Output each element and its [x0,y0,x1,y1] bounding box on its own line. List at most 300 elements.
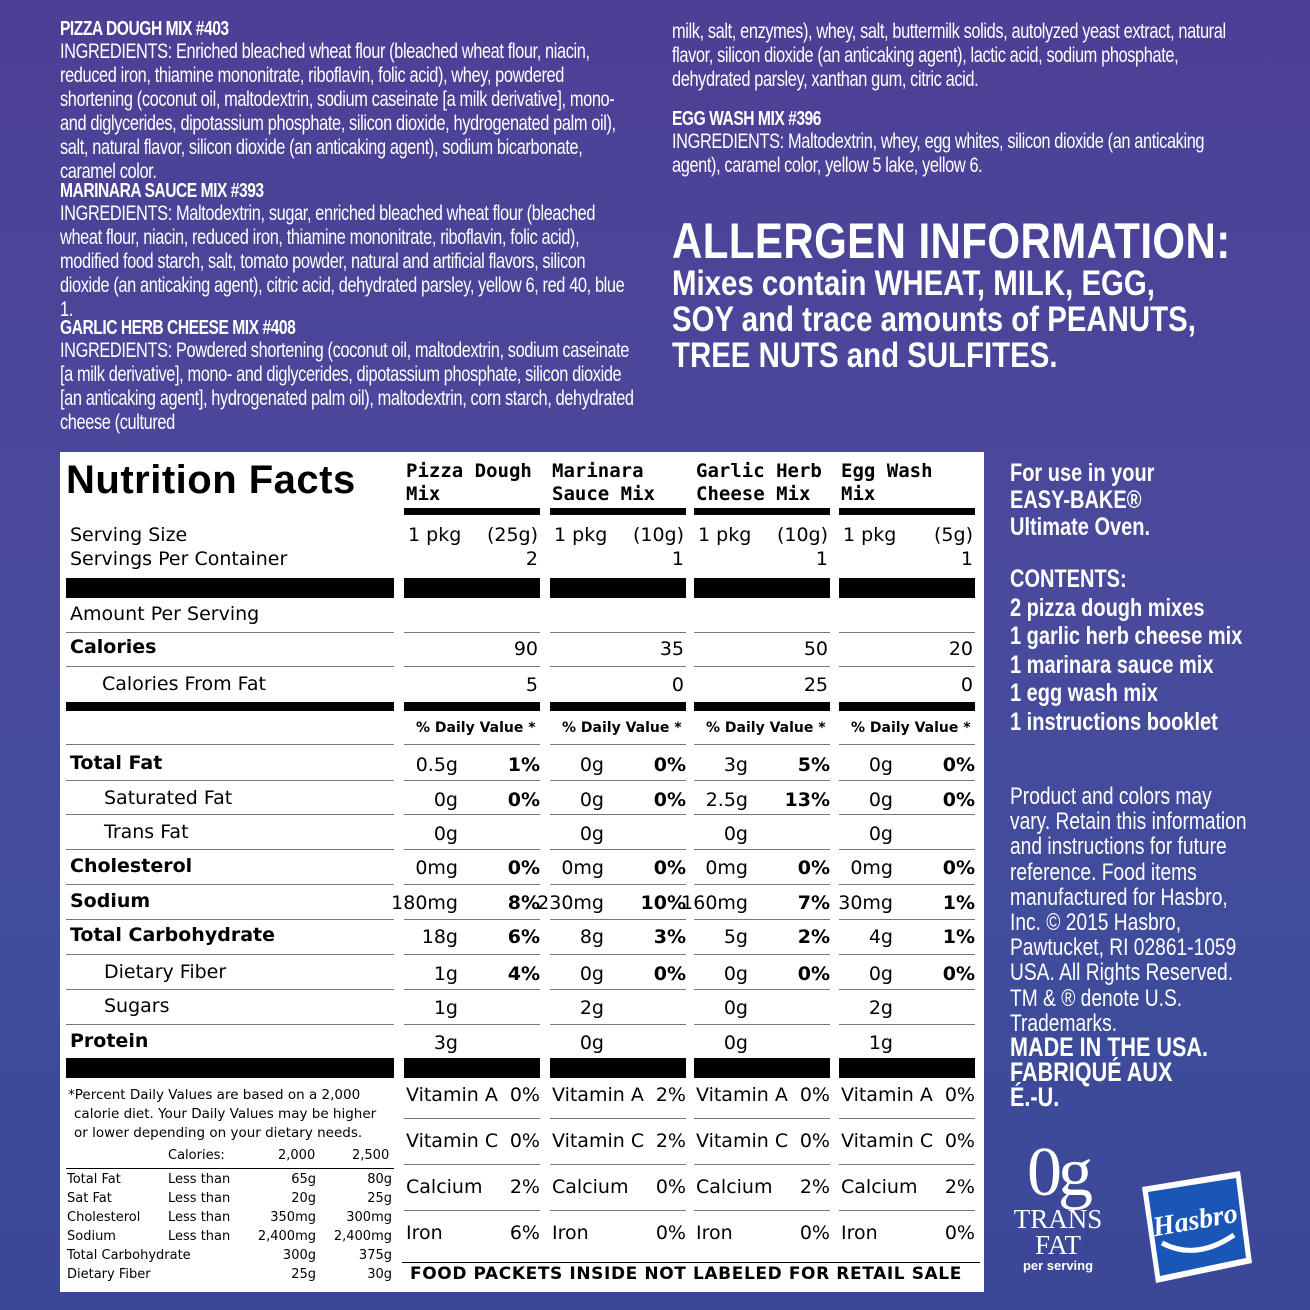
calories-value: 20 [948,638,973,660]
rule [839,849,975,850]
nutrition-title: Nutrition Facts [66,458,356,502]
made-in-line: É.-U. [1010,1082,1060,1112]
contents-item: 1 marinara sauce mix [1010,650,1214,679]
footer-value-b: 30g [367,1267,392,1282]
label-total-carbohydrate: Total Carbohydrate [70,924,275,946]
footer-value-a: 65g [291,1172,316,1187]
rule [694,632,830,633]
nutrition-facts-panel [60,452,984,1292]
hasbro-logo [1132,1165,1260,1287]
rule [404,1024,540,1025]
label-sugars: Sugars [104,995,170,1017]
allergen-line: TREE NUTS and SULFITES. [672,336,1058,375]
nutrient-amount: 18g [421,926,458,948]
nutrient-amount: 0g [579,963,604,985]
nutrient-amount: 3g [433,1032,458,1054]
mix-title: PIZZA DOUGH MIX #403 [60,18,229,40]
use-line: EASY-BAKE® [1010,486,1142,514]
calories-from-fat-value: 0 [671,674,684,696]
rule [550,954,686,955]
rule [404,919,540,920]
vitamin-label: Vitamin C [696,1130,789,1152]
allergen-line: Mixes contain WHEAT, MILK, EGG, [672,264,1155,303]
nutrient-amount: 0mg [850,857,893,879]
allergen-body [672,266,1252,374]
nutrient-daily-value: 6% [507,926,540,948]
thick-rule [839,578,975,598]
vitamin-label: Iron [841,1222,878,1244]
rule [550,632,686,633]
vitamin-value: 0% [944,1084,975,1106]
vitamin-value: 2% [509,1176,540,1198]
nutrient-amount: 4g [868,926,893,948]
vitamin-label: Iron [406,1222,443,1244]
rule [694,814,830,815]
mix-ingredients: milk, salt, enzymes), whey, salt, buttermilk solids, autolyzed yeast extract, natural flavor, silicon dioxide (an anticaking agent), lactic acid, sodium phosphate, dehydrated parsley, xanthan gum, citric acid. [672,20,1226,91]
nutrient-daily-value: 0% [797,857,830,879]
vitamin-value: 0% [655,1176,686,1198]
nutrient-daily-value: 0% [942,789,975,811]
footer-value-a: 2,400mg [257,1229,316,1244]
daily-value-header: % Daily Value * [416,720,536,736]
nutrient-amount: 30mg [838,892,893,914]
rule [66,780,394,781]
nutrient-amount: 0g [868,754,893,776]
disclaimer-line: manufactured for Hasbro, [1010,883,1228,911]
rule [66,744,394,745]
rule [839,1118,975,1119]
nutrient-amount: 2g [579,997,604,1019]
thick-rule [66,578,394,598]
column-heading-line2: Sauce Mix [552,483,655,505]
nutrient-daily-value: 1% [942,926,975,948]
nutrition-column [537,452,688,1292]
rule [404,666,540,667]
nutrient-daily-value: 4% [507,963,540,985]
nutrient-amount: 0mg [415,857,458,879]
vitamin-label: Vitamin A [552,1084,644,1106]
vitamin-value: 0% [944,1130,975,1152]
vitamin-label: Vitamin A [406,1084,498,1106]
column-heading-line1: Marinara [552,460,644,482]
rule [839,884,975,885]
contents-item: 1 garlic herb cheese mix [1010,622,1243,650]
use-line: For use in your [1010,459,1155,487]
rule [839,632,975,633]
nutrient-amount: 1g [433,997,458,1019]
nutrient-amount: 0g [433,823,458,845]
nutrient-daily-value: 0% [653,789,686,811]
label-trans-fat: Trans Fat [104,821,189,843]
vitamin-label: Vitamin C [552,1130,645,1152]
thick-rule [66,1058,394,1078]
nutrient-daily-value: 2% [797,926,830,948]
vitamin-label: Calcium [841,1176,918,1198]
rule [839,919,975,920]
nutrient-amount: 2.5g [705,789,748,811]
serving-pkg: 1 pkg [843,524,897,546]
rule [66,884,394,885]
rule [66,849,394,850]
medium-rule [550,702,686,711]
contents-item: 1 instructions booklet [1010,707,1218,736]
rule [550,849,686,850]
rule [404,884,540,885]
calories-from-fat-value: 0 [960,674,973,696]
footer-nutrient: Dietary Fiber [67,1267,151,1282]
disclaimer-line: Trademarks. [1010,1009,1118,1037]
nutrient-amount: 0g [723,963,748,985]
rule [839,1210,975,1211]
rule [402,1262,980,1263]
rule [694,744,830,745]
column-rule [404,508,540,515]
nutrient-amount: 0g [723,1032,748,1054]
footnote-line: calorie diet. Your Daily Values may be higher [74,1106,377,1122]
footer-qualifier: Less than [168,1210,231,1225]
nutrient-daily-value: 0% [507,857,540,879]
footer-value-a: 20g [291,1191,316,1206]
disclaimer-line: USA. All Rights Reserved. [1010,959,1234,987]
nutrient-daily-value: 0% [653,963,686,985]
nutrient-amount: 0.5g [415,754,458,776]
column-heading-line2: Mix [841,483,876,505]
label-calories-from-fat: Calories From Fat [102,673,266,695]
trans-fat-word: TRANS [1013,1204,1103,1234]
rule [694,780,830,781]
nutrient-amount: 0g [868,823,893,845]
serving-grams: (5g) [934,524,973,546]
label-servings-per-container: Servings Per Container [70,548,288,570]
nutrient-daily-value: 8% [507,892,540,914]
footer-value-b: 80g [367,1172,392,1187]
column-heading-line1: Egg Wash [841,460,933,482]
vitamin-value: 2% [655,1130,686,1152]
rule [839,744,975,745]
column-heading-line1: Garlic Herb [696,460,822,482]
disclaimer-line: Pawtucket, RI 02861-1059 [1010,934,1237,962]
nutrient-amount: 8g [579,926,604,948]
nutrient-amount: 5g [723,926,748,948]
rule [404,954,540,955]
nutrient-daily-value: 0% [942,754,975,776]
column-rule [839,508,975,515]
column-heading-line1: Pizza Dough [406,460,532,482]
label-protein: Protein [70,1030,149,1052]
vitamin-label: Vitamin A [841,1084,933,1106]
rule [66,632,394,633]
nutrient-daily-value: 0% [653,754,686,776]
serving-grams: (25g) [486,524,538,546]
nutrition-column [681,452,832,1292]
footer-value-b: 2,400mg [333,1229,392,1244]
nutrient-amount: 180mg [391,892,458,914]
label-dietary-fiber: Dietary Fiber [104,961,227,983]
rule [839,1024,975,1025]
calories-from-fat-value: 25 [803,674,828,696]
nutrient-amount: 160mg [681,892,748,914]
footer-nutrient: Sodium [67,1229,116,1244]
serving-grams: (10g) [632,524,684,546]
rule [66,989,394,990]
mix-title: GARLIC HERB CHEESE MIX #408 [60,317,296,339]
nutrient-amount: 0mg [561,857,604,879]
serving-pkg: 1 pkg [408,524,462,546]
mix-ingredients: INGREDIENTS: Maltodextrin, whey, egg whites, silicon dioxide (an anticaking agent), caramel color, yellow 5 lake, yellow 6. [672,130,1205,177]
vitamin-label: Calcium [696,1176,773,1198]
disclaimer-line: reference. Food items [1010,858,1197,886]
rule [550,780,686,781]
footer-qualifier: Less than [168,1229,231,1244]
thick-rule [694,1058,830,1078]
rule [839,780,975,781]
nutrient-amount: 0g [579,1032,604,1054]
disclaimer-line: TM & ® denote U.S. [1010,984,1183,1012]
rule [404,632,540,633]
label-amount-per-serving: Amount Per Serving [70,603,260,625]
servings-count: 1 [815,548,828,570]
nutrient-daily-value: 1% [507,754,540,776]
servings-count: 1 [960,548,973,570]
nutrient-amount: 0g [579,754,604,776]
calories-value: 50 [803,638,828,660]
vitamin-label: Iron [696,1222,733,1244]
disclaimer [1010,784,1247,1036]
nutrition-column [837,452,977,1292]
vitamin-label: Iron [552,1222,589,1244]
column-rule [694,508,830,515]
serving-grams: (10g) [776,524,828,546]
nutrient-amount: 0g [868,963,893,985]
rule [66,1024,394,1025]
rule [404,1118,540,1119]
nutrient-daily-value: 13% [784,789,830,811]
contents-list [1010,565,1242,736]
rule [404,1164,540,1165]
rule [694,1210,830,1211]
vitamin-value: 2% [944,1176,975,1198]
fat-word: FAT [1034,1230,1081,1260]
mix-ingredients: INGREDIENTS: Enriched bleached wheat flour (bleached wheat flour, niacin, reduced iron, thiamine mononitrate, riboflavin, folic acid), whey, powdered shortening (coconut oil, maltodextrin, sodium caseinate [a milk derivative], mono- and diglycerides, dipotassium phosphate, silicon dioxide, hydrogenated palm oil), salt, natural flavor, silicon dioxide (an anticaking agent), sodium bicarbonate, caramel color. [60,40,616,183]
footnote-line: *Percent Daily Values are based on a 2,000 [68,1087,361,1103]
rule [550,884,686,885]
thick-rule [694,578,830,598]
rule [404,989,540,990]
footer-value-b: 25g [367,1191,392,1206]
footer-calories-a: 2,000 [278,1148,316,1163]
thick-rule [550,578,686,598]
retail-notice: FOOD PACKETS INSIDE NOT LABELED FOR RETAIL SALE [410,1264,962,1284]
rule [550,666,686,667]
vitamin-label: Calcium [552,1176,629,1198]
use-line: Ultimate Oven. [1010,513,1151,541]
disclaimer-line: vary. Retain this information [1010,808,1247,836]
footer-value-b: 375g [358,1248,392,1263]
disclaimer-line: Product and colors may [1010,783,1212,810]
label-total-fat: Total Fat [70,752,163,774]
vitamin-value: 0% [799,1084,830,1106]
nutrition-column [391,452,542,1292]
nutrient-amount: 0mg [705,857,748,879]
footer-value-a: 350mg [270,1210,316,1225]
use-note [1010,460,1154,541]
nutrient-amount: 0g [579,823,604,845]
medium-rule [839,702,975,711]
rule [839,666,975,667]
thick-rule [550,1058,686,1078]
daily-value-header: % Daily Value * [562,720,682,736]
footer-nutrient: Cholesterol [67,1210,141,1225]
medium-rule [694,702,830,711]
thick-rule [839,1058,975,1078]
nutrient-daily-value: 0% [942,857,975,879]
rule [839,989,975,990]
serving-pkg: 1 pkg [554,524,608,546]
vitamin-value: 2% [799,1176,830,1198]
made-in-line: MADE IN THE USA. [1010,1032,1209,1062]
rule [839,1164,975,1165]
vitamin-value: 2% [655,1084,686,1106]
rule [550,1164,686,1165]
nutrient-daily-value: 0% [507,789,540,811]
rule [550,744,686,745]
rule [66,919,394,920]
rule [694,1118,830,1119]
vitamin-value: 0% [509,1130,540,1152]
vitamin-value: 0% [655,1222,686,1244]
contents-item: 1 egg wash mix [1010,679,1158,707]
footer-value-b: 300mg [346,1210,392,1225]
calories-from-fat-value: 5 [525,674,538,696]
column-rule [550,508,686,515]
rule [404,1210,540,1211]
disclaimer-line: Inc. © 2015 Hasbro, [1010,909,1182,937]
rule [550,1210,686,1211]
vitamin-value: 0% [509,1084,540,1106]
footer-calories-b: 2,500 [352,1148,390,1163]
label-calories: Calories [70,636,157,658]
column-heading-line2: Mix [406,483,441,505]
ingredients-garlic-herb-cont [672,20,1310,92]
nutrient-amount: 1g [868,1032,893,1054]
label-serving-size: Serving Size [70,524,188,546]
nutrient-daily-value: 0% [942,963,975,985]
daily-value-header: % Daily Value * [851,720,971,736]
footer-nutrient: Total Fat [67,1172,121,1187]
rule [694,954,830,955]
nutrient-daily-value: 1% [942,892,975,914]
rule [550,1118,686,1119]
brand-text: Hasbro [1150,1197,1241,1244]
thick-rule [404,1058,540,1078]
footnote-line: or lower depending on your dietary needs. [74,1125,363,1141]
rule [550,919,686,920]
rule [694,919,830,920]
nutrient-amount: 3g [723,754,748,776]
vitamin-value: 0% [944,1222,975,1244]
rule [404,849,540,850]
footer-nutrient: Sat Fat [67,1191,112,1206]
trans-fat-amount: 0g [1027,1134,1089,1211]
servings-count: 1 [671,548,684,570]
trans-fat-badge [1003,1134,1113,1300]
nutrient-amount: 0g [723,997,748,1019]
nutrient-daily-value: 3% [653,926,686,948]
rule [66,954,394,955]
allergen-line: SOY and trace amounts of PEANUTS, [672,300,1196,339]
footer-value-a: 300g [282,1248,316,1263]
footer-qualifier: Less than [168,1172,231,1187]
vitamin-value: 0% [799,1130,830,1152]
vitamin-value: 0% [799,1222,830,1244]
nutrient-daily-value: 10% [640,892,686,914]
rule [66,1168,394,1169]
column-heading-line2: Cheese Mix [696,483,811,505]
nutrient-amount: 0g [433,789,458,811]
rule [404,780,540,781]
allergen-title: ALLERGEN INFORMATION: [672,213,1231,269]
rule [694,989,830,990]
calories-value: 35 [659,638,684,660]
rule [839,814,975,815]
nutrient-amount: 0g [723,823,748,845]
nutrient-amount: 0g [579,789,604,811]
nutrient-amount: 0g [868,789,893,811]
nutrient-daily-value: 5% [797,754,830,776]
nutrient-daily-value: 7% [797,892,830,914]
vitamin-label: Vitamin C [406,1130,499,1152]
footer-qualifier: Less than [168,1191,231,1206]
medium-rule [66,702,394,711]
nutrient-amount: 2g [868,997,893,1019]
per-serving: per serving [1022,1258,1094,1273]
nutrient-amount: 1g [433,963,458,985]
contents-title: CONTENTS: [1010,565,1127,593]
footer-value-a: 25g [291,1267,316,1282]
contents-item: 2 pizza dough mixes [1010,593,1205,622]
label-saturated-fat: Saturated Fat [104,787,233,809]
vitamin-value: 6% [509,1222,540,1244]
mix-ingredients: INGREDIENTS: Powdered shortening (coconut oil, maltodextrin, sodium caseinate [a milk derivative], mono- and diglycerides, dipotassium phosphate, silicon dioxide [an anticaking agent], hydrogenated palm oil), maltodextrin, corn starch, dehydrated cheese (cultured [60,339,634,434]
rule [694,849,830,850]
footer-nutrient: Total Carbohydrate [67,1248,191,1263]
rule [66,666,394,667]
made-in [1010,1032,1209,1112]
vitamin-label: Calcium [406,1176,483,1198]
rule [404,744,540,745]
rule [694,666,830,667]
rule [550,1024,686,1025]
rule [694,1024,830,1025]
rule [550,989,686,990]
hasbro-logo-icon [1132,1165,1260,1287]
nutrient-daily-value: 0% [653,857,686,879]
footer-calories-label: Calories: [168,1148,225,1163]
thick-rule [404,578,540,598]
rule [839,954,975,955]
label-sodium: Sodium [70,890,151,912]
mix-title: MARINARA SAUCE MIX #393 [60,180,264,202]
mix-ingredients: INGREDIENTS: Maltodextrin, sugar, enriched bleached wheat flour (bleached wheat flour, niacin, reduced iron, thiamine mononitrate, riboflavin, folic acid), modified food starch, salt, tomato powder, natural and artificial flavors, silicon dioxide (an anticaking agent), citric acid, dehydrated parsley, yellow 6, red 40, blue 1. [60,202,625,321]
mix-title: EGG WASH MIX #396 [672,108,821,130]
label-cholesterol: Cholesterol [70,855,193,877]
servings-count: 2 [525,548,538,570]
disclaimer-line: and instructions for future [1010,833,1227,861]
serving-pkg: 1 pkg [698,524,752,546]
nutrient-daily-value: 0% [797,963,830,985]
calories-value: 90 [513,638,538,660]
rule [694,884,830,885]
